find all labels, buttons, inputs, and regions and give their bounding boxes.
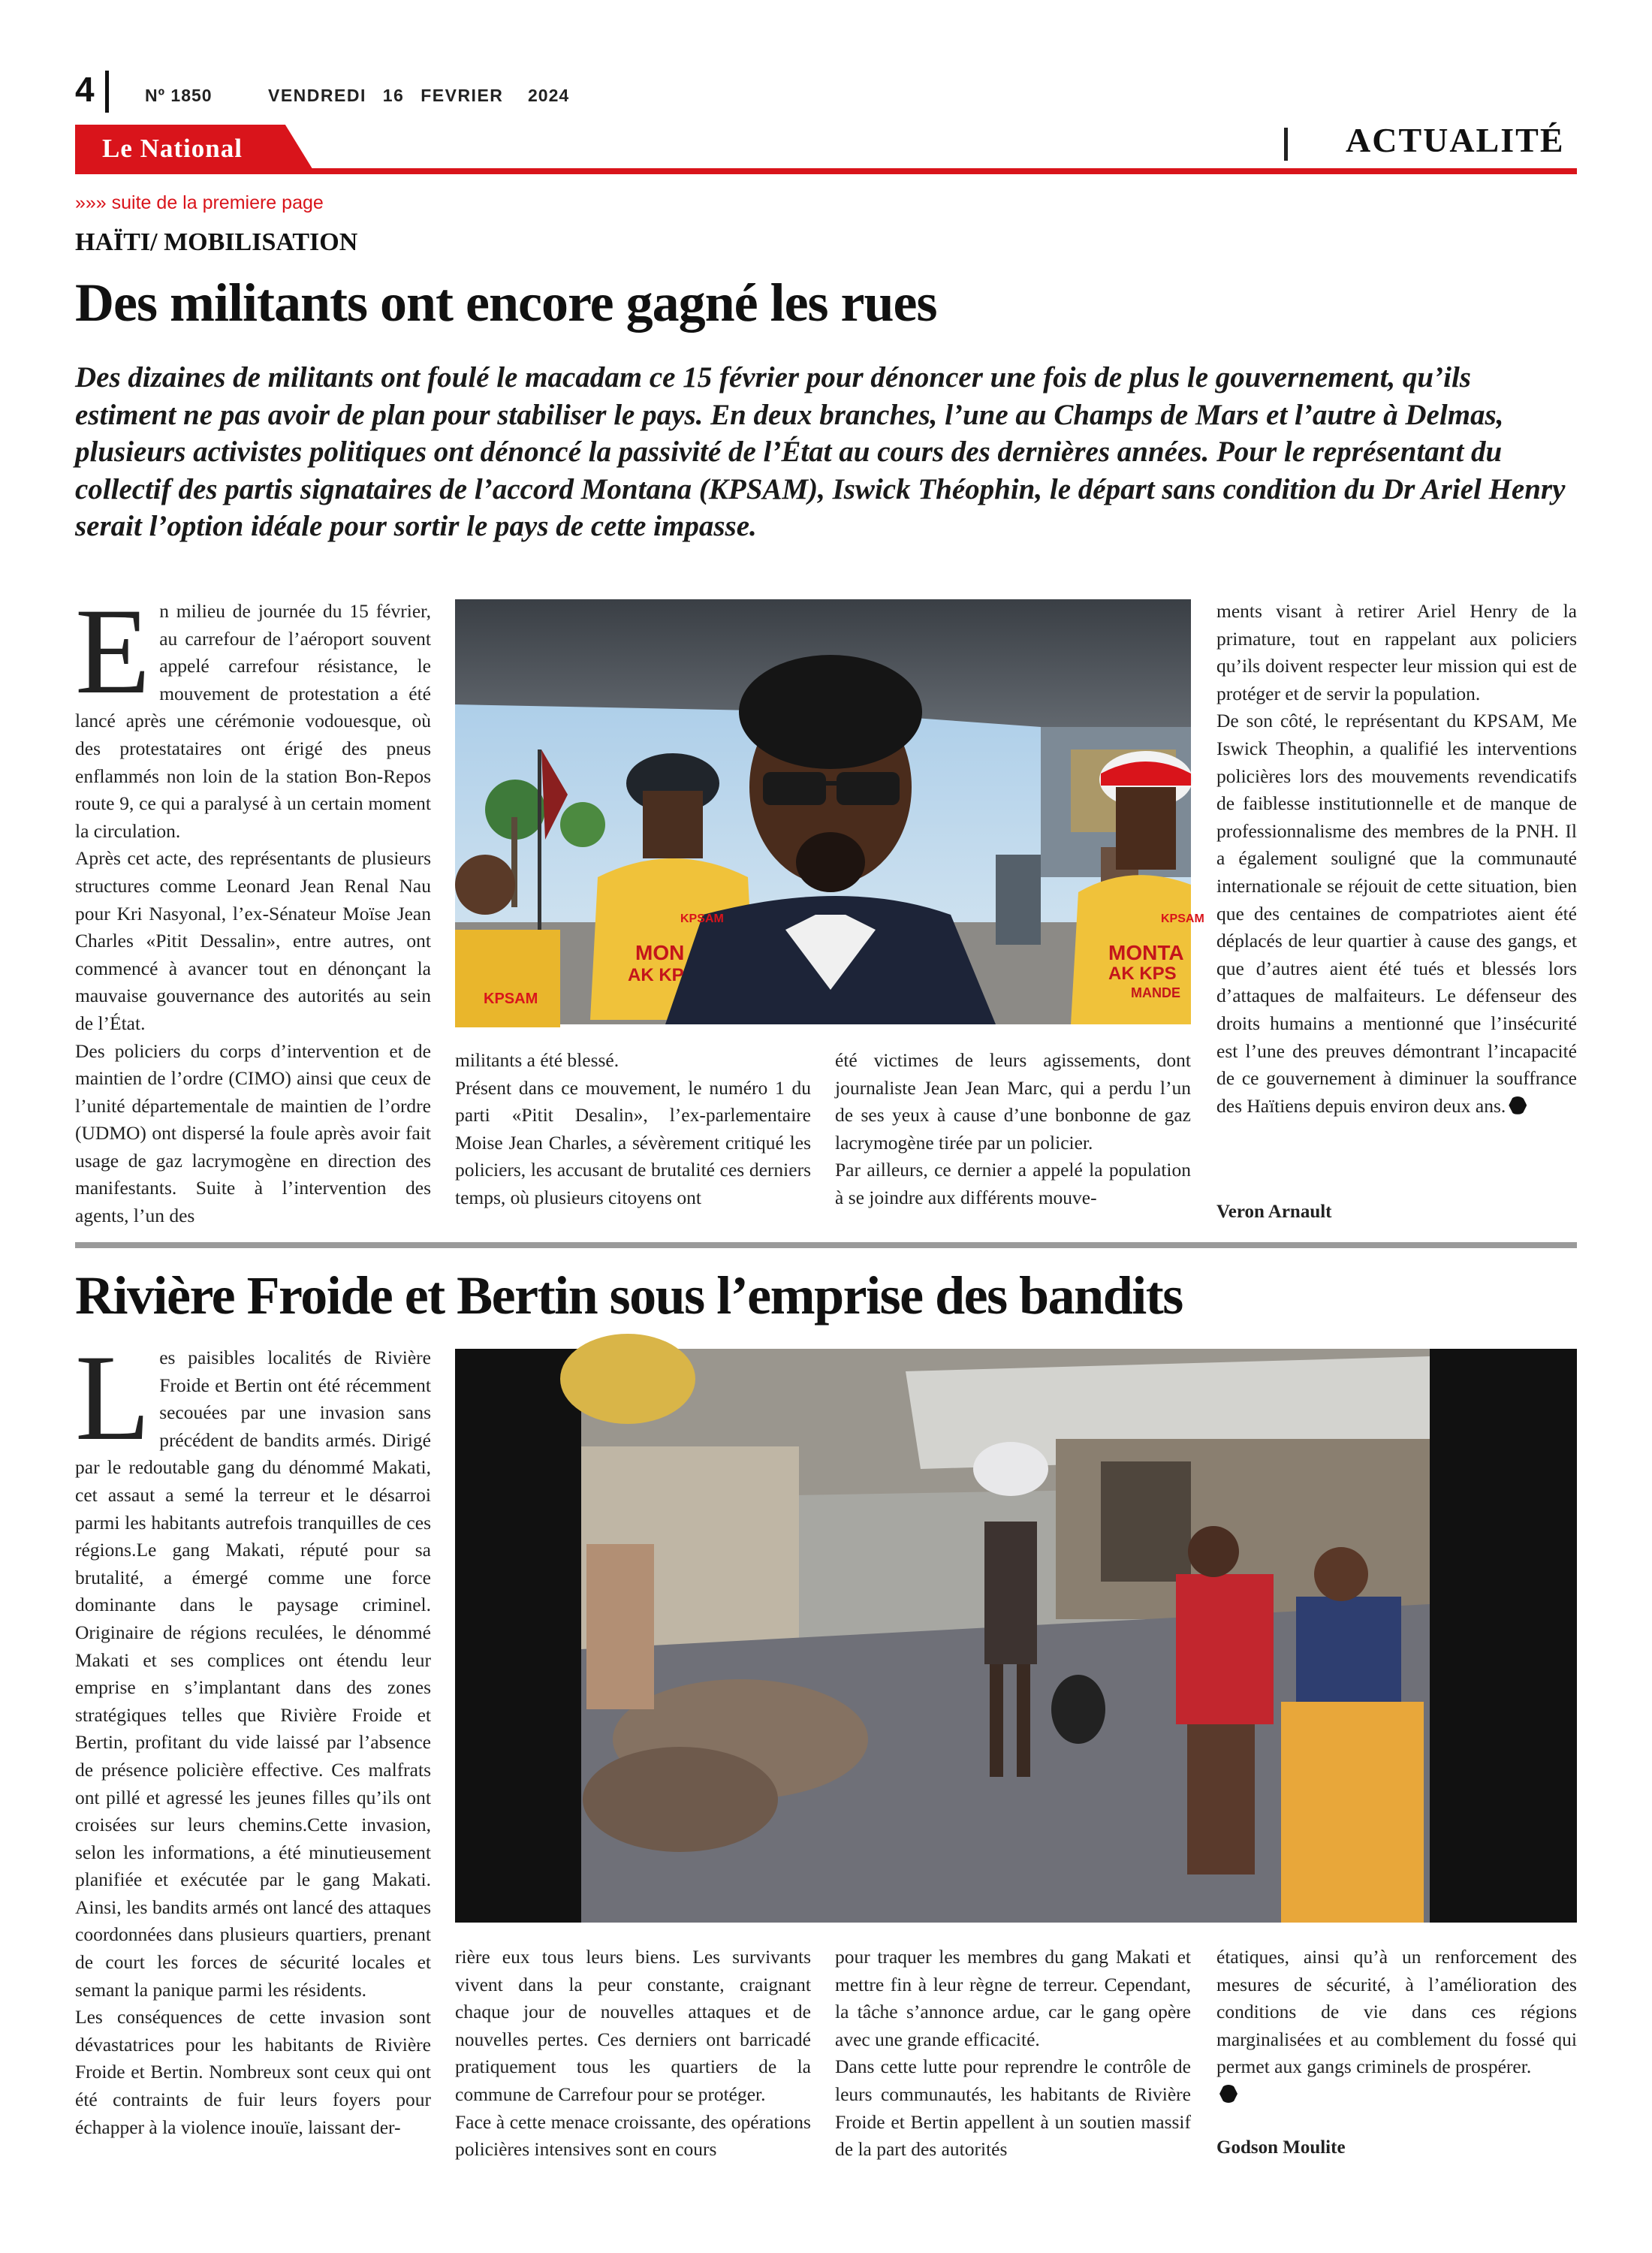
article1-paragraph: été victimes de leurs agissements, dont journaliste Jean Jean Marc, qui a perdu l’un de ses yeux à cause d’une bonbonne de gaz lacrymogène tirée par un policier. [835, 1049, 1191, 1154]
article2-paragraph: étatiques, ainsi qu’à un renforcement des mesures de sécurité, à l’amélioration des conditions de vie dans ces régions marginalisées et au comblement du fossé qui permet aux gangs criminels de prospérer. [1216, 1946, 1577, 2078]
article1-lede: Des dizaines de militants ont foulé le macadam ce 15 février pour dénoncer une fois de plus le gouvernement, qu’ils estiment ne pas avoir de plan pour stabiliser le pays. En deux branches, l’une au Champs de Mars et l’autre à Delmas, plusieurs activistes politiques ont dénoncé la passivité de l’État au cours des dernières années. Pour le représentant du collectif des partis signataires de l’accord Montana (KPSAM), Iswick Théophin, le départ sans condition du Dr Ariel Henry serait l’option idéale pour sortir le pays de cette impasse. [75, 361, 1566, 542]
article2-column-1 [75, 1330, 431, 2141]
article1-paragraph: militants a été blessé. [455, 1049, 620, 1071]
page-number-divider [105, 71, 109, 113]
article2-paragraph: es paisibles localités de Rivière Froide et Bertin ont été récemment secouées par une invasion sans précédent de bandits armés. Dirigé par le redoutable gang du dénommé Makati, cet assaut a semé la terreur et le désarroi parmi les habitants autrefois tranquilles de ces régions.Le gang Makati, réputé pour sa brutalité, a émergé comme une force dominante dans le paysage criminel. Originaire de régions reculées, le dénommé Makati et ses complices ont étendu leur emprise en s’implantant dans des zones stratégiques telles que Rivière Froide et Bertin, profitant du vide laissé par l’absence de présence policière effective. Ces malfrats ont pillé et agressé les jeunes filles qu’ils ont croisées sur leurs chemins.Cette invasion, selon les informations, a été minutieusement planifiée et exécutée par le gang Makati. Ainsi, les bandits armés ont lancé des attaques coordonnées dans plusieurs quartiers, prenant de court les forces de sécurité locales et semant la panique parmi les résidents. [75, 1347, 431, 2001]
article1-column-3 [835, 1047, 1191, 1212]
shirt-text: AK KPS [1108, 964, 1177, 984]
article1-kicker: HAÏTI/ MOBILISATION [75, 228, 358, 256]
article2-paragraph: Face à cette menace croissante, des opérations policières intensives sont en cours [455, 2110, 811, 2161]
article1-author: Veron Arnault [1216, 1202, 1332, 1222]
masthead-title: Le National [102, 134, 243, 163]
article1-paragraph [1216, 707, 1577, 1120]
shirt-text: AK KP [628, 965, 684, 985]
issue-date: VENDREDI 16 FEVRIER [268, 86, 504, 105]
issue-number: Nº 1850 [145, 86, 213, 105]
article1-photo [455, 599, 1204, 1024]
end-mark-icon [1509, 1096, 1527, 1114]
article2-column-2 [455, 1944, 811, 2164]
article1-paragraph: Présent dans ce mouvement, le numéro 1 du parti «Pitit Desalin», l’ex-parlementaire Moise Jean Charles, a sévèrement critiqué les policiers, les accusant de brutalité ces derniers temps, où plusieurs citoyens ont [455, 1076, 811, 1208]
street-photo-illustration [455, 1349, 1577, 1923]
shirt-text: KPSAM [484, 991, 538, 1007]
article-separator [75, 1242, 1577, 1248]
article1-column-1 [75, 584, 431, 1230]
shirt-text: MONTA [1108, 941, 1184, 964]
article2-photo [455, 1349, 1577, 1923]
article1-headline: Des militants ont encore gagné les rues [75, 273, 937, 333]
article2-dropcap: L [75, 1330, 151, 1466]
article2-column-4 [1216, 1944, 1577, 2109]
shirt-text: KPSAM [1161, 912, 1204, 925]
article2-column-3 [835, 1944, 1191, 2164]
header-rule [75, 168, 1577, 174]
end-mark-icon [1219, 2085, 1237, 2103]
article1-paragraph-text: De son côté, le représentant du KPSAM, Me Iswick Theophin, a qualifié les interventions policières lors des mouvements revendicatifs de faiblesse institutionnelle et de manque de professionnalisme des membres de la PNH. Il a également souligné que la communauté internationale se réjouit de cette situation, bien que des centaines de compatriotes aient été déplacés de leur quartier à cause des gangs, et que d’autres aient été tués et blessés lors d’attaques de malfaiteurs. Le défenseur des droits humains a mentionné que l’insécurité est l’une des preuves démontrant l’incapacité de ce gouvernement à diminuer la souffrance des Haïtiens depuis environ deux ans. [1216, 710, 1577, 1117]
section-divider [1284, 128, 1288, 161]
page-number: 4 [75, 70, 95, 109]
article1-column-2 [455, 1047, 811, 1212]
article1-column-4 [1216, 598, 1577, 1120]
article2-paragraph: rière eux tous leurs biens. Les survivants vivent dans la peur constante, craignant chaque jour de nouvelles attaques et de nouvelles pertes. Ces derniers ont barricadé pratiquement tous les quartiers de la commune de Carrefour pour se protéger. [455, 1946, 811, 2105]
shirt-text: MANDE [1131, 985, 1180, 1000]
article1-paragraph: Par ailleurs, ce dernier a appelé la population à se joindre aux différents mouve- [835, 1159, 1191, 1208]
protest-photo-illustration [455, 599, 1204, 1024]
article1-paragraph: n milieu de journée du 15 février, au carrefour de l’aéroport souvent appelé carrefour résistance, le mouvement de protestation a été lancé après une cérémonie vodouesque, où des protestataires ont érigé des pneus enflammés non loin de la station Bon-Repos route 9, ce qui a paralysé à un certain moment la circulation. [75, 600, 431, 842]
continued-label: »»» suite de la premiere page [75, 192, 324, 213]
section-title: ACTUALITÉ [1346, 121, 1565, 159]
article2-headline: Rivière Froide et Bertin sous l’emprise des bandits [75, 1265, 1183, 1326]
article1-paragraph: Après cet acte, des représentants de plusieurs structures comme Leonard Jean Renal Nau pour Kri Nasyonal, l’ex-Sénateur Moïse Jean Charles «Pitit Dessalin», entre autres, ont commencé à avancer tout en dénonçant la mauvaise gouvernance des autorités au sein de l’État. [75, 847, 431, 1034]
article2-paragraph: Dans cette lutte pour reprendre le contrôle de leurs communautés, les habitants de Rivière Froide et Bertin appellent à un soutien massif de la part des autorités [835, 2055, 1191, 2161]
article1-dropcap: E [75, 584, 151, 719]
issue-year: 2024 [528, 86, 570, 105]
article1-paragraph: ments visant à retirer Ariel Henry de la primature, tout en rappelant aux policiers qu’ils doivent respecter leur mission qui est de protéger et de servir la population. [1216, 600, 1577, 704]
article2-paragraph: Les conséquences de cette invasion sont dévastatrices pour les habitants de Rivière Froide et Bertin. Nombreux sont ceux qui ont été contraints de fuir leurs foyers pour échapper à la violence inouïe, laissant der- [75, 2006, 431, 2138]
shirt-text: KPSAM [680, 912, 724, 925]
shirt-text: MON [635, 941, 685, 964]
article1-paragraph: Des policiers du corps d’intervention et de maintien de l’ordre (CIMO) ainsi que ceux de l’unité départementale de maintien de l’ordre (UDMO) ont dispersé la foule après avoir fait usage de gaz lacrymogène en direction des manifestants. Suite à l’intervention des agents, l’un des [75, 1039, 431, 1227]
article2-author: Godson Moulite [1216, 2137, 1346, 2158]
article2-paragraph: pour traquer les membres du gang Makati et mettre fin à leur règne de terreur. Cependant, la tâche s’annonce ardue, car le gang opère avec une grande efficacité. [835, 1946, 1191, 2050]
